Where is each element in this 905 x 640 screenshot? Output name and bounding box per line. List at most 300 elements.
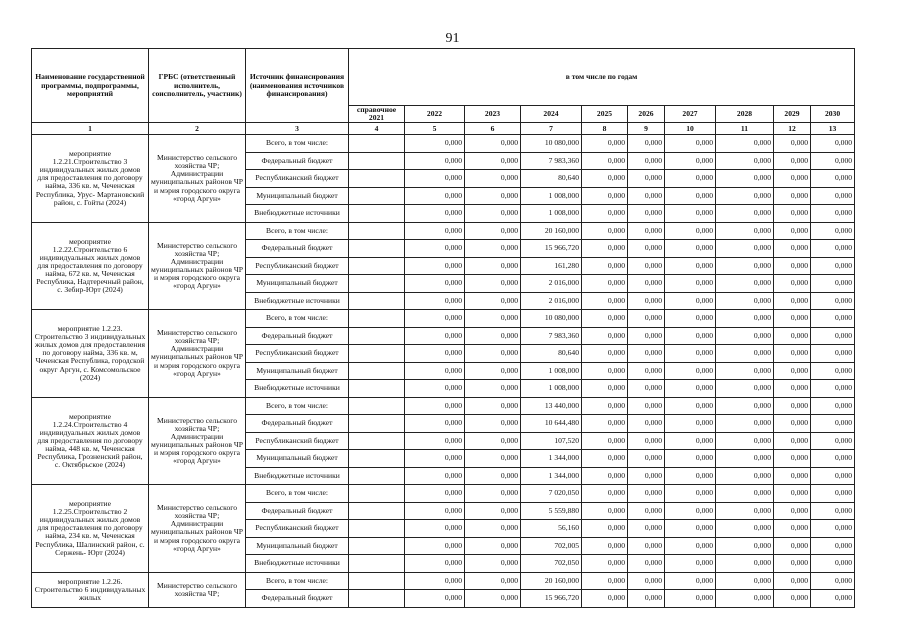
amount-cell: 0,000 — [811, 275, 855, 293]
amount-cell: 0,000 — [405, 135, 465, 153]
funding-source: Федеральный бюджет — [246, 502, 349, 520]
amount-cell: 0,000 — [811, 502, 855, 520]
amount-cell: 0,000 — [405, 450, 465, 468]
amount-cell: 0,000 — [582, 275, 628, 293]
amount-cell: 0,000 — [774, 520, 811, 538]
amount-cell: 10 080,000 — [521, 135, 582, 153]
amount-cell: 0,000 — [465, 432, 521, 450]
amount-cell: 0,000 — [628, 240, 665, 258]
column-number: 7 — [521, 123, 582, 135]
funding-source: Республиканский бюджет — [246, 257, 349, 275]
amount-cell: 0,000 — [628, 135, 665, 153]
amount-cell — [349, 152, 405, 170]
amount-cell: 0,000 — [582, 502, 628, 520]
amount-cell: 10 644,480 — [521, 415, 582, 433]
amount-cell: 0,000 — [465, 170, 521, 188]
amount-cell: 0,000 — [465, 555, 521, 573]
amount-cell: 0,000 — [811, 415, 855, 433]
amount-cell: 0,000 — [582, 327, 628, 345]
amount-cell: 0,000 — [811, 240, 855, 258]
header-year: 2025 — [582, 106, 628, 123]
amount-cell: 0,000 — [582, 362, 628, 380]
amount-cell: 0,000 — [716, 555, 774, 573]
funding-source: Муниципальный бюджет — [246, 450, 349, 468]
funding-source: Всего, в том числе: — [246, 485, 349, 503]
header-year: 2028 — [716, 106, 774, 123]
amount-cell — [349, 415, 405, 433]
amount-cell: 0,000 — [811, 170, 855, 188]
amount-cell: 0,000 — [665, 240, 716, 258]
amount-cell: 0,000 — [582, 432, 628, 450]
amount-cell: 0,000 — [405, 240, 465, 258]
amount-cell — [349, 555, 405, 573]
amount-cell: 1 344,000 — [521, 450, 582, 468]
amount-cell: 0,000 — [716, 432, 774, 450]
amount-cell — [349, 310, 405, 328]
amount-cell: 0,000 — [405, 327, 465, 345]
amount-cell: 0,000 — [665, 152, 716, 170]
amount-cell: 0,000 — [582, 240, 628, 258]
header-year: 2022 — [405, 106, 465, 123]
amount-cell: 0,000 — [811, 555, 855, 573]
amount-cell: 161,280 — [521, 257, 582, 275]
amount-cell: 0,000 — [716, 205, 774, 223]
amount-cell: 0,000 — [628, 170, 665, 188]
amount-cell — [349, 345, 405, 363]
responsible-executor: Министерство сельского хозяйства ЧР; Администрации муниципальных районов ЧР и мэрия городского округа «город Аргун» — [149, 135, 246, 223]
funding-source: Внебюджетные источники — [246, 205, 349, 223]
amount-cell: 0,000 — [628, 275, 665, 293]
amount-cell: 0,000 — [774, 240, 811, 258]
amount-cell: 0,000 — [774, 450, 811, 468]
amount-cell: 0,000 — [405, 310, 465, 328]
amount-cell: 10 080,000 — [521, 310, 582, 328]
amount-cell: 0,000 — [582, 380, 628, 398]
amount-cell: 0,000 — [665, 572, 716, 590]
amount-cell: 0,000 — [665, 432, 716, 450]
amount-cell: 0,000 — [465, 205, 521, 223]
amount-cell — [349, 205, 405, 223]
amount-cell: 0,000 — [628, 485, 665, 503]
amount-cell: 0,000 — [405, 170, 465, 188]
amount-cell: 702,005 — [521, 537, 582, 555]
amount-cell — [349, 240, 405, 258]
amount-cell: 0,000 — [628, 310, 665, 328]
column-number: 5 — [405, 123, 465, 135]
amount-cell: 0,000 — [811, 257, 855, 275]
amount-cell: 0,000 — [628, 345, 665, 363]
amount-cell: 0,000 — [582, 310, 628, 328]
amount-cell: 0,000 — [716, 327, 774, 345]
amount-cell: 107,520 — [521, 432, 582, 450]
amount-cell: 0,000 — [465, 467, 521, 485]
amount-cell: 0,000 — [465, 415, 521, 433]
amount-cell: 0,000 — [405, 345, 465, 363]
amount-cell — [349, 170, 405, 188]
column-number: 13 — [811, 123, 855, 135]
amount-cell: 0,000 — [665, 327, 716, 345]
amount-cell: 0,000 — [665, 362, 716, 380]
responsible-executor: Министерство сельского хозяйства ЧР; Администрации муниципальных районов ЧР и мэрия городского округа «город Аргун» — [149, 485, 246, 573]
amount-cell: 0,000 — [774, 397, 811, 415]
amount-cell: 0,000 — [628, 152, 665, 170]
amount-cell: 0,000 — [628, 415, 665, 433]
amount-cell: 0,000 — [405, 222, 465, 240]
amount-cell: 0,000 — [628, 555, 665, 573]
amount-cell: 0,000 — [665, 397, 716, 415]
amount-cell: 0,000 — [465, 485, 521, 503]
table-row — [32, 572, 855, 590]
amount-cell: 0,000 — [465, 152, 521, 170]
amount-cell: 0,000 — [774, 572, 811, 590]
amount-cell: 0,000 — [405, 152, 465, 170]
amount-cell: 0,000 — [774, 187, 811, 205]
table-row — [32, 135, 855, 153]
amount-cell: 0,000 — [405, 467, 465, 485]
amount-cell: 0,000 — [465, 310, 521, 328]
amount-cell — [349, 450, 405, 468]
amount-cell: 0,000 — [582, 520, 628, 538]
amount-cell: 0,000 — [582, 537, 628, 555]
amount-cell: 0,000 — [582, 415, 628, 433]
amount-cell: 0,000 — [811, 450, 855, 468]
amount-cell: 0,000 — [465, 397, 521, 415]
amount-cell — [349, 187, 405, 205]
amount-cell — [349, 397, 405, 415]
amount-cell: 0,000 — [665, 450, 716, 468]
header-year: 2023 — [465, 106, 521, 123]
amount-cell: 0,000 — [582, 397, 628, 415]
amount-cell: 0,000 — [716, 345, 774, 363]
header-years-group: в том числе по годам — [349, 49, 855, 106]
table-row — [32, 222, 855, 240]
amount-cell: 0,000 — [774, 152, 811, 170]
amount-cell: 0,000 — [716, 240, 774, 258]
amount-cell: 0,000 — [582, 222, 628, 240]
amount-cell: 0,000 — [774, 310, 811, 328]
amount-cell: 0,000 — [716, 170, 774, 188]
amount-cell: 0,000 — [811, 345, 855, 363]
funding-source: Всего, в том числе: — [246, 310, 349, 328]
amount-cell: 0,000 — [582, 152, 628, 170]
amount-cell — [349, 380, 405, 398]
amount-cell: 0,000 — [665, 170, 716, 188]
activity-name: мероприятие 1.2.25.Строительство 2 индивидуальных жилых домов для предоставления по договору найма, 234 кв. м, Чеченская Республика, Шалинский район, с. Сержень- Юрт (2024) — [32, 485, 149, 573]
amount-cell: 0,000 — [774, 537, 811, 555]
amount-cell: 80,640 — [521, 170, 582, 188]
amount-cell: 0,000 — [405, 415, 465, 433]
amount-cell: 2 016,000 — [521, 275, 582, 293]
amount-cell: 0,000 — [628, 590, 665, 608]
funding-source: Всего, в том числе: — [246, 572, 349, 590]
amount-cell: 0,000 — [465, 275, 521, 293]
page-number: 91 — [445, 31, 460, 46]
amount-cell: 0,000 — [465, 187, 521, 205]
funding-source: Внебюджетные источники — [246, 555, 349, 573]
amount-cell: 80,640 — [521, 345, 582, 363]
amount-cell: 0,000 — [774, 135, 811, 153]
amount-cell — [349, 135, 405, 153]
amount-cell: 0,000 — [665, 555, 716, 573]
amount-cell: 0,000 — [811, 572, 855, 590]
amount-cell: 0,000 — [774, 257, 811, 275]
amount-cell: 0,000 — [628, 257, 665, 275]
amount-cell: 0,000 — [811, 485, 855, 503]
amount-cell: 0,000 — [465, 240, 521, 258]
amount-cell: 0,000 — [405, 502, 465, 520]
amount-cell: 0,000 — [405, 537, 465, 555]
amount-cell: 2 016,000 — [521, 292, 582, 310]
amount-cell: 0,000 — [628, 537, 665, 555]
amount-cell: 1 008,000 — [521, 380, 582, 398]
amount-cell: 0,000 — [582, 187, 628, 205]
column-number: 10 — [665, 123, 716, 135]
amount-cell: 1 344,000 — [521, 467, 582, 485]
column-number: 2 — [149, 123, 246, 135]
amount-cell: 0,000 — [582, 450, 628, 468]
amount-cell — [349, 590, 405, 608]
funding-source: Федеральный бюджет — [246, 590, 349, 608]
column-number: 3 — [246, 123, 349, 135]
amount-cell: 0,000 — [716, 502, 774, 520]
funding-source: Федеральный бюджет — [246, 152, 349, 170]
amount-cell: 0,000 — [716, 572, 774, 590]
funding-source: Федеральный бюджет — [246, 415, 349, 433]
amount-cell: 0,000 — [582, 345, 628, 363]
amount-cell: 0,000 — [774, 415, 811, 433]
amount-cell: 0,000 — [774, 327, 811, 345]
column-number: 11 — [716, 123, 774, 135]
funding-source: Всего, в том числе: — [246, 222, 349, 240]
amount-cell: 0,000 — [774, 485, 811, 503]
amount-cell: 0,000 — [405, 555, 465, 573]
amount-cell: 0,000 — [582, 555, 628, 573]
amount-cell: 0,000 — [665, 485, 716, 503]
header-year: 2029 — [774, 106, 811, 123]
amount-cell: 0,000 — [405, 275, 465, 293]
amount-cell: 0,000 — [716, 590, 774, 608]
table-row — [32, 310, 855, 328]
amount-cell: 0,000 — [405, 292, 465, 310]
amount-cell: 0,000 — [811, 467, 855, 485]
table-row — [32, 397, 855, 415]
amount-cell: 0,000 — [716, 397, 774, 415]
funding-source: Муниципальный бюджет — [246, 537, 349, 555]
amount-cell: 0,000 — [582, 572, 628, 590]
amount-cell: 0,000 — [774, 502, 811, 520]
header-source: Источник финансирования (наименования источников финансирования) — [246, 49, 349, 123]
amount-cell: 0,000 — [628, 187, 665, 205]
amount-cell: 0,000 — [405, 362, 465, 380]
amount-cell: 0,000 — [716, 275, 774, 293]
header-year: 2026 — [628, 106, 665, 123]
amount-cell: 0,000 — [628, 222, 665, 240]
funding-source: Федеральный бюджет — [246, 240, 349, 258]
amount-cell: 0,000 — [716, 537, 774, 555]
column-number: 6 — [465, 123, 521, 135]
amount-cell: 0,000 — [582, 485, 628, 503]
amount-cell: 0,000 — [582, 205, 628, 223]
amount-cell: 0,000 — [811, 152, 855, 170]
funding-source: Федеральный бюджет — [246, 327, 349, 345]
amount-cell: 7 020,050 — [521, 485, 582, 503]
amount-cell — [349, 292, 405, 310]
header-name: Наименование государственной программы, подпрограммы, мероприятий — [32, 49, 149, 123]
header-year: 2027 — [665, 106, 716, 123]
amount-cell: 0,000 — [628, 450, 665, 468]
amount-cell: 5 559,880 — [521, 502, 582, 520]
activity-name: мероприятие 1.2.21.Строительство 3 индивидуальных жилых домов для предоставления по договору найма, 336 кв. м, Чеченская Республика, Урус- Мартановский район, с. Гойты (2024) — [32, 135, 149, 223]
amount-cell: 0,000 — [405, 485, 465, 503]
amount-cell: 0,000 — [628, 292, 665, 310]
funding-source: Республиканский бюджет — [246, 520, 349, 538]
amount-cell: 0,000 — [811, 222, 855, 240]
amount-cell: 7 983,360 — [521, 327, 582, 345]
amount-cell: 0,000 — [811, 327, 855, 345]
amount-cell: 0,000 — [774, 555, 811, 573]
amount-cell: 0,000 — [716, 380, 774, 398]
amount-cell: 0,000 — [405, 257, 465, 275]
column-number: 1 — [32, 123, 149, 135]
amount-cell: 0,000 — [774, 380, 811, 398]
amount-cell: 0,000 — [465, 502, 521, 520]
amount-cell: 0,000 — [811, 397, 855, 415]
amount-cell: 0,000 — [716, 310, 774, 328]
amount-cell: 0,000 — [582, 292, 628, 310]
activity-name: мероприятие 1.2.22.Строительство 6 индивидуальных жилых домов для предоставления по договору найма, 672 кв. м, Чеченская Республика, Надтеречный район, с. Зебир-Юрт (2024) — [32, 222, 149, 310]
amount-cell: 0,000 — [774, 292, 811, 310]
amount-cell: 0,000 — [811, 135, 855, 153]
amount-cell: 1 008,000 — [521, 187, 582, 205]
amount-cell: 0,000 — [465, 537, 521, 555]
amount-cell: 0,000 — [465, 292, 521, 310]
amount-cell: 0,000 — [628, 467, 665, 485]
amount-cell: 15 966,720 — [521, 240, 582, 258]
amount-cell: 0,000 — [811, 432, 855, 450]
amount-cell: 0,000 — [628, 362, 665, 380]
amount-cell — [349, 222, 405, 240]
amount-cell — [349, 275, 405, 293]
header-grbs: ГРБС (ответственный исполнитель, соисполнитель, участник) — [149, 49, 246, 123]
column-number: 12 — [774, 123, 811, 135]
amount-cell: 0,000 — [811, 205, 855, 223]
funding-source: Всего, в том числе: — [246, 135, 349, 153]
amount-cell: 0,000 — [582, 257, 628, 275]
amount-cell: 0,000 — [582, 135, 628, 153]
amount-cell: 0,000 — [774, 345, 811, 363]
activity-name: мероприятие 1.2.23. Строительство 3 индивидуальных жилых домов для предоставления по договору найма, 336 кв. м, Чеченская Республика, городской округ Аргун, с. Комсомольское (2024) — [32, 310, 149, 398]
amount-cell: 0,000 — [405, 397, 465, 415]
amount-cell: 0,000 — [628, 572, 665, 590]
amount-cell: 0,000 — [811, 292, 855, 310]
amount-cell: 0,000 — [774, 467, 811, 485]
amount-cell: 0,000 — [465, 135, 521, 153]
amount-cell: 1 008,000 — [521, 362, 582, 380]
column-number: 4 — [349, 123, 405, 135]
responsible-executor: Министерство сельского хозяйства ЧР; — [149, 572, 246, 607]
responsible-executor: Министерство сельского хозяйства ЧР; Администрации муниципальных районов ЧР и мэрия городского округа «город Аргун» — [149, 310, 246, 398]
amount-cell: 15 966,720 — [521, 590, 582, 608]
amount-cell: 0,000 — [405, 380, 465, 398]
amount-cell: 0,000 — [716, 520, 774, 538]
amount-cell: 0,000 — [465, 257, 521, 275]
amount-cell: 0,000 — [811, 187, 855, 205]
amount-cell: 13 440,000 — [521, 397, 582, 415]
amount-cell: 0,000 — [405, 520, 465, 538]
amount-cell: 0,000 — [811, 310, 855, 328]
amount-cell: 0,000 — [811, 362, 855, 380]
amount-cell: 0,000 — [582, 590, 628, 608]
amount-cell: 0,000 — [628, 520, 665, 538]
amount-cell: 0,000 — [774, 222, 811, 240]
amount-cell: 0,000 — [665, 520, 716, 538]
amount-cell: 0,000 — [628, 380, 665, 398]
amount-cell: 0,000 — [628, 205, 665, 223]
funding-source: Республиканский бюджет — [246, 170, 349, 188]
funding-source: Республиканский бюджет — [246, 345, 349, 363]
amount-cell: 0,000 — [716, 362, 774, 380]
amount-cell — [349, 572, 405, 590]
amount-cell: 0,000 — [465, 327, 521, 345]
amount-cell: 702,050 — [521, 555, 582, 573]
amount-cell: 1 008,000 — [521, 205, 582, 223]
amount-cell: 0,000 — [465, 345, 521, 363]
amount-cell: 0,000 — [665, 205, 716, 223]
responsible-executor: Министерство сельского хозяйства ЧР; Администрации муниципальных районов ЧР и мэрия городского округа «город Аргун» — [149, 397, 246, 485]
responsible-executor: Министерство сельского хозяйства ЧР; Администрации муниципальных районов ЧР и мэрия городского округа «город Аргун» — [149, 222, 246, 310]
amount-cell: 0,000 — [811, 537, 855, 555]
amount-cell: 20 160,000 — [521, 572, 582, 590]
amount-cell: 0,000 — [665, 292, 716, 310]
amount-cell: 0,000 — [628, 432, 665, 450]
amount-cell: 0,000 — [665, 310, 716, 328]
amount-cell: 0,000 — [716, 135, 774, 153]
amount-cell — [349, 467, 405, 485]
amount-cell: 0,000 — [716, 187, 774, 205]
amount-cell: 0,000 — [716, 415, 774, 433]
amount-cell: 0,000 — [582, 467, 628, 485]
amount-cell: 0,000 — [665, 345, 716, 363]
amount-cell: 7 983,360 — [521, 152, 582, 170]
amount-cell: 0,000 — [774, 205, 811, 223]
amount-cell: 0,000 — [716, 257, 774, 275]
amount-cell: 0,000 — [665, 257, 716, 275]
amount-cell: 0,000 — [465, 380, 521, 398]
amount-cell — [349, 537, 405, 555]
amount-cell: 0,000 — [774, 275, 811, 293]
column-number: 9 — [628, 123, 665, 135]
amount-cell: 0,000 — [665, 415, 716, 433]
amount-cell: 0,000 — [628, 502, 665, 520]
amount-cell: 0,000 — [405, 572, 465, 590]
amount-cell: 0,000 — [628, 327, 665, 345]
amount-cell: 0,000 — [716, 467, 774, 485]
amount-cell — [349, 432, 405, 450]
funding-source: Всего, в том числе: — [246, 397, 349, 415]
amount-cell: 0,000 — [465, 572, 521, 590]
amount-cell: 0,000 — [405, 187, 465, 205]
amount-cell — [349, 327, 405, 345]
funding-source: Муниципальный бюджет — [246, 187, 349, 205]
amount-cell — [349, 502, 405, 520]
amount-cell: 0,000 — [665, 135, 716, 153]
amount-cell: 0,000 — [465, 590, 521, 608]
amount-cell: 0,000 — [665, 222, 716, 240]
amount-cell: 0,000 — [774, 170, 811, 188]
amount-cell: 0,000 — [465, 222, 521, 240]
table-row — [32, 485, 855, 503]
amount-cell: 0,000 — [405, 432, 465, 450]
